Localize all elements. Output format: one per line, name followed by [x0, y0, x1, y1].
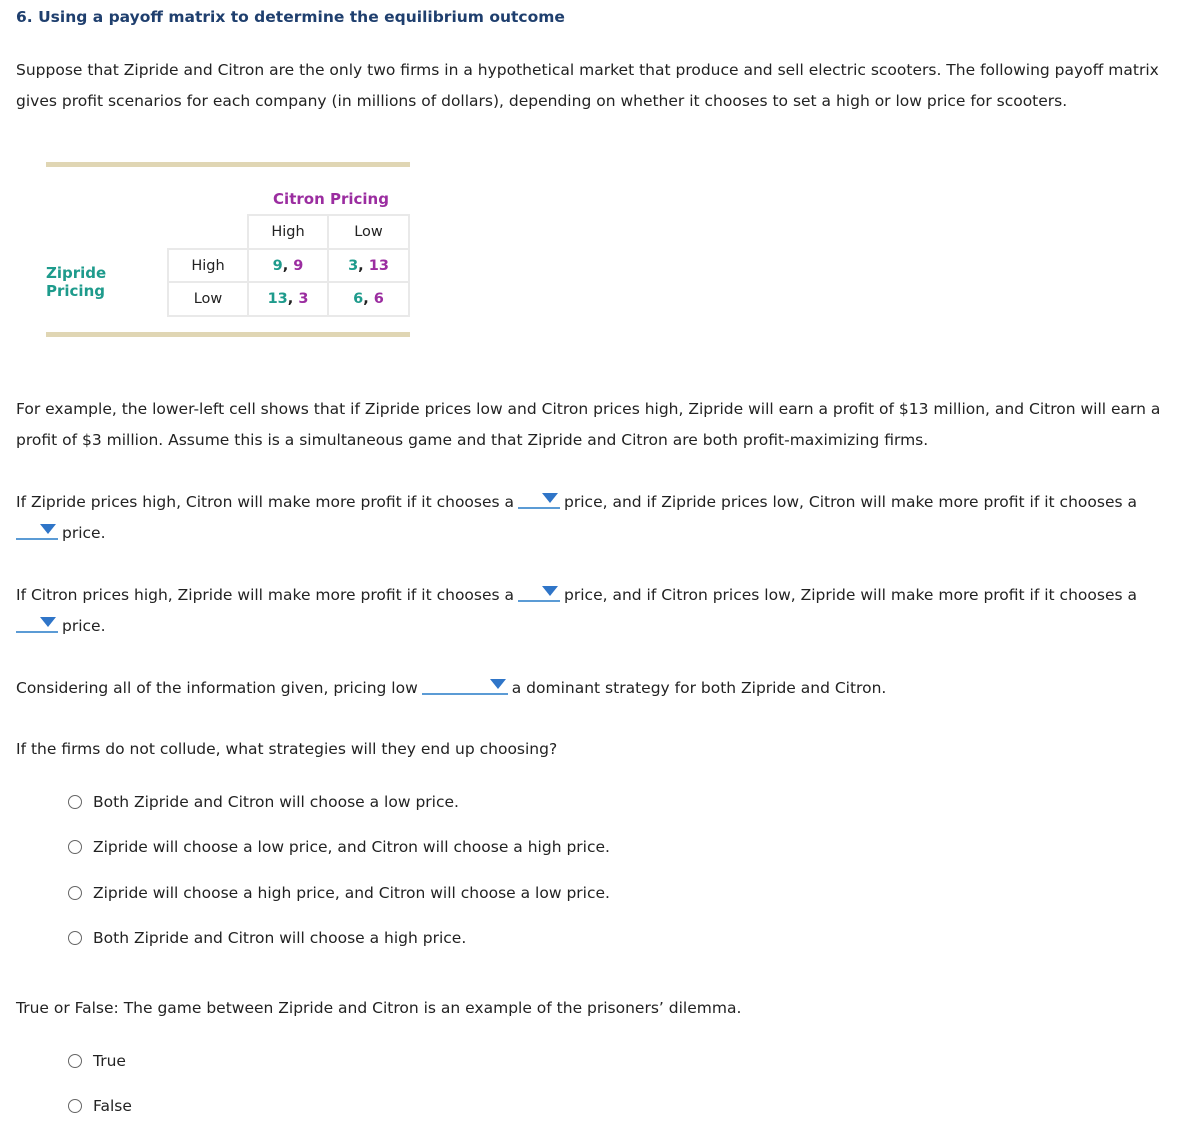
- zipride-response-if-citron-low-dropdown[interactable]: [16, 613, 58, 633]
- row-header-high: High: [167, 248, 249, 283]
- intro-text: Suppose that Zipride and Citron are the only two firms in a hypothetical market that produce and sell electric scooters. The following payoff matrix gives profit scenarios for each company (in millions of dollars), depending on whether it chooses to set a high or low price for scooters.: [16, 61, 1159, 110]
- payoff-cell-high-low: 3 , 13: [327, 248, 410, 283]
- question-heading: 6. Using a payoff matrix to determine the equilibrium outcome: [16, 8, 565, 26]
- matrix-bottom-rule: [46, 332, 410, 337]
- caret-down-icon: [40, 524, 56, 534]
- question-dominant-strategy: Considering all of the information given, pricing low a dominant strategy for both Zipride and Citron.: [16, 673, 1186, 704]
- equilibrium-option-zipride-high-citron-low[interactable]: Zipride will choose a high price, and Citron will choose a low price.: [68, 884, 610, 902]
- zipride-response-if-citron-high-dropdown[interactable]: [518, 582, 560, 602]
- payoff-matrix: [46, 182, 410, 322]
- radio-unselected-icon[interactable]: [68, 1054, 82, 1068]
- caret-down-icon: [542, 586, 558, 596]
- dominant-strategy-dropdown[interactable]: [422, 675, 508, 695]
- citron-response-if-zipride-high-dropdown[interactable]: [518, 489, 560, 509]
- prisoners-dilemma-option-true[interactable]: True: [68, 1052, 126, 1070]
- equilibrium-option-zipride-low-citron-high[interactable]: Zipride will choose a low price, and Citron will choose a high price.: [68, 838, 610, 856]
- radio-unselected-icon[interactable]: [68, 886, 82, 900]
- matrix-top-rule: [46, 162, 410, 167]
- radio-unselected-icon[interactable]: [68, 795, 82, 809]
- citron-response-if-zipride-low-dropdown[interactable]: [16, 520, 58, 540]
- column-player-label: Citron Pricing: [273, 190, 389, 208]
- equilibrium-option-both-low[interactable]: Both Zipride and Citron will choose a low price.: [68, 793, 459, 811]
- row-header-low: Low: [167, 281, 249, 317]
- equilibrium-option-both-high[interactable]: Both Zipride and Citron will choose a high price.: [68, 929, 466, 947]
- payoff-cell-low-low: 6 , 6: [327, 281, 410, 317]
- question-citron-best-response: If Zipride prices high, Citron will make more profit if it chooses a price, and if Zipride prices low, Citron will make more profit if it chooses a price.: [16, 487, 1186, 549]
- question-equilibrium: If the firms do not collude, what strategies will they end up choosing?: [16, 740, 558, 758]
- caret-down-icon: [542, 493, 558, 503]
- caret-down-icon: [490, 679, 506, 689]
- radio-unselected-icon[interactable]: [68, 931, 82, 945]
- column-header-low: Low: [327, 214, 410, 250]
- payoff-cell-high-high: 9 , 9: [247, 248, 329, 283]
- radio-unselected-icon[interactable]: [68, 840, 82, 854]
- question-prisoners-dilemma: True or False: The game between Zipride and Citron is an example of the prisoners’ dilemma.: [16, 999, 742, 1017]
- question-zipride-best-response: If Citron prices high, Zipride will make more profit if it chooses a price, and if Citron prices low, Zipride will make more profit if it chooses a price.: [16, 580, 1186, 642]
- prisoners-dilemma-option-false[interactable]: False: [68, 1097, 132, 1115]
- radio-unselected-icon[interactable]: [68, 1099, 82, 1113]
- payoff-cell-low-high: 13 , 3: [247, 281, 329, 317]
- caret-down-icon: [40, 617, 56, 627]
- column-header-high: High: [247, 214, 329, 250]
- row-player-label: Zipride Pricing: [46, 264, 107, 300]
- example-text: For example, the lower-left cell shows that if Zipride prices low and Citron prices high, Zipride will earn a profit of $13 million, and Citron will earn a profit of $3 million. Assume this is a simultaneous game and that Zipride and Citron are both profit-maximizing firms.: [16, 400, 1161, 449]
